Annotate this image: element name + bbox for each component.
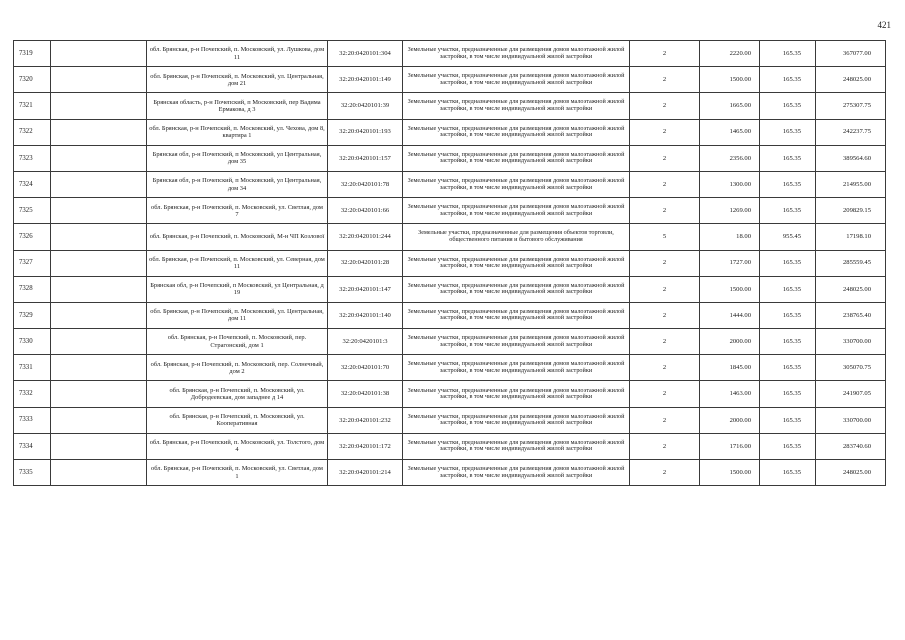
cell-permitted-use: Земельные участки, предназначенные для размещения домов малоэтажной жилой застройки, в том числе индивидуальной жилой застройки <box>403 276 630 302</box>
cell-address: обл. Брянская, р-н Почепский, п. Московский, ул. Кооперативная <box>147 407 328 433</box>
cell-specific-value: 165.35 <box>760 407 816 433</box>
cell-cadastral-value: 17198.10 <box>816 224 886 250</box>
cell-cadastral-value: 238765.40 <box>816 302 886 328</box>
cell-cadastral-value: 305070.75 <box>816 355 886 381</box>
cell-cadastral-value: 248025.00 <box>816 67 886 93</box>
cell-number: 7327 <box>14 250 51 276</box>
table-row <box>14 355 886 381</box>
cell-permitted-use: Земельные участки, предназначенные для размещения домов малоэтажной жилой застройки, в том числе индивидуальной жилой застройки <box>403 250 630 276</box>
table-row <box>14 329 886 355</box>
cell-address: обл. Брянская, р-н Почепский, п. Московский, ул. Чехова, дом 8, квартира 1 <box>147 119 328 145</box>
cell-cadastral-number: 32:20:0420101:149 <box>328 67 403 93</box>
cell-cadastral-value: 214955.00 <box>816 171 886 197</box>
cell-cadastral-number: 32:20:0420101:70 <box>328 355 403 381</box>
cell-specific-value: 165.35 <box>760 171 816 197</box>
cell-number: 7334 <box>14 433 51 459</box>
cell-cadastral-value: 367077.00 <box>816 41 886 67</box>
cell-address: обл. Брянская, р-н Почепский, п. Московский, пер. Солнечный, дом 2 <box>147 355 328 381</box>
cell-blank <box>51 224 147 250</box>
cell-blank <box>51 355 147 381</box>
cell-cadastral-value: 248025.00 <box>816 276 886 302</box>
cell-specific-value: 165.35 <box>760 381 816 407</box>
cell-blank <box>51 302 147 328</box>
cell-group: 2 <box>630 329 700 355</box>
cell-group: 2 <box>630 302 700 328</box>
cell-specific-value: 165.35 <box>760 93 816 119</box>
cell-specific-value: 165.35 <box>760 433 816 459</box>
table-row <box>14 93 886 119</box>
table-body <box>14 41 886 486</box>
table-row <box>14 276 886 302</box>
cell-specific-value: 165.35 <box>760 67 816 93</box>
cell-cadastral-number: 32:20:0420101:193 <box>328 119 403 145</box>
cell-cadastral-value: 330700.00 <box>816 407 886 433</box>
cell-permitted-use: Земельные участки, предназначенные для размещения домов малоэтажной жилой застройки, в том числе индивидуальной жилой застройки <box>403 198 630 224</box>
table-row <box>14 407 886 433</box>
cell-permitted-use: Земельные участки, предназначенные для размещения домов малоэтажной жилой застройки, в том числе индивидуальной жилой застройки <box>403 460 630 486</box>
cell-address: обл. Брянская, р-н Почепский, п. Московский, ул. Лушкова, дом 11 <box>147 41 328 67</box>
cell-cadastral-value: 330700.00 <box>816 329 886 355</box>
cell-permitted-use: Земельные участки, предназначенные для размещения домов малоэтажной жилой застройки, в том числе индивидуальной жилой застройки <box>403 171 630 197</box>
cell-address: обл. Брянская, р-н Почепский, п. Московский, ул. Добродеевская, дом западнее д 14 <box>147 381 328 407</box>
cell-group: 2 <box>630 250 700 276</box>
cell-cadastral-number: 32:20:0420101:172 <box>328 433 403 459</box>
cell-number: 7325 <box>14 198 51 224</box>
cell-blank <box>51 145 147 171</box>
table-row <box>14 433 886 459</box>
cell-specific-value: 165.35 <box>760 145 816 171</box>
cell-cadastral-value: 242237.75 <box>816 119 886 145</box>
cell-permitted-use: Земельные участки, предназначенные для размещения домов малоэтажной жилой застройки, в том числе индивидуальной жилой застройки <box>403 41 630 67</box>
cell-permitted-use: Земельные участки, предназначенные для размещения домов малоэтажной жилой застройки, в том числе индивидуальной жилой застройки <box>403 433 630 459</box>
cell-area: 1300.00 <box>700 171 760 197</box>
cell-address: обл. Брянская, р-н Почепский, п. Московский, ул. Центральная, дом 11 <box>147 302 328 328</box>
cell-blank <box>51 433 147 459</box>
cell-area: 1716.00 <box>700 433 760 459</box>
cell-address: Брянская обл, р-н Почепский, п Московский, ул Центральная, дом 34 <box>147 171 328 197</box>
cell-group: 2 <box>630 198 700 224</box>
cell-area: 1269.00 <box>700 198 760 224</box>
cell-cadastral-value: 275307.75 <box>816 93 886 119</box>
cell-permitted-use: Земельные участки, предназначенные для размещения домов малоэтажной жилой застройки, в том числе индивидуальной жилой застройки <box>403 407 630 433</box>
cell-group: 2 <box>630 171 700 197</box>
cell-group: 5 <box>630 224 700 250</box>
table-row <box>14 381 886 407</box>
cell-permitted-use: Земельные участки, предназначенные для размещения домов малоэтажной жилой застройки, в том числе индивидуальной жилой застройки <box>403 119 630 145</box>
cell-group: 2 <box>630 41 700 67</box>
table-row <box>14 302 886 328</box>
cell-specific-value: 165.35 <box>760 276 816 302</box>
cell-permitted-use: Земельные участки, предназначенные для размещения домов малоэтажной жилой застройки, в том числе индивидуальной жилой застройки <box>403 67 630 93</box>
cell-group: 2 <box>630 119 700 145</box>
cell-number: 7323 <box>14 145 51 171</box>
cell-area: 1727.00 <box>700 250 760 276</box>
cell-group: 2 <box>630 276 700 302</box>
cell-area: 1665.00 <box>700 93 760 119</box>
table-row <box>14 41 886 67</box>
cell-cadastral-number: 32:20:0420101:78 <box>328 171 403 197</box>
cadastral-value-table <box>13 40 886 486</box>
cell-specific-value: 165.35 <box>760 460 816 486</box>
cell-blank <box>51 381 147 407</box>
cell-cadastral-value: 241907.05 <box>816 381 886 407</box>
cell-blank <box>51 250 147 276</box>
cell-cadastral-value: 285559.45 <box>816 250 886 276</box>
cell-address: обл. Брянская, р-н Почепский, п. Московский, ул. Северная, дом 11 <box>147 250 328 276</box>
cell-group: 2 <box>630 381 700 407</box>
cell-area: 1465.00 <box>700 119 760 145</box>
cell-area: 18.00 <box>700 224 760 250</box>
cell-address: Брянская обл, р-н Почепский, п Московский, ул Центральная, д 19 <box>147 276 328 302</box>
cell-group: 2 <box>630 67 700 93</box>
cell-cadastral-value: 209829.15 <box>816 198 886 224</box>
cell-number: 7331 <box>14 355 51 381</box>
cell-specific-value: 165.35 <box>760 302 816 328</box>
cell-address: обл. Брянская, р-н Почепский, п. Московский, ул. Светлая, дом 1 <box>147 460 328 486</box>
cell-cadastral-value: 283740.60 <box>816 433 886 459</box>
cell-specific-value: 165.35 <box>760 119 816 145</box>
table-row <box>14 250 886 276</box>
cell-blank <box>51 119 147 145</box>
cell-permitted-use: Земельные участки, предназначенные для размещения домов малоэтажной жилой застройки, в том числе индивидуальной жилой застройки <box>403 302 630 328</box>
cell-number: 7332 <box>14 381 51 407</box>
cell-cadastral-number: 32:20:0420101:232 <box>328 407 403 433</box>
cell-cadastral-number: 32:20:0420101:304 <box>328 41 403 67</box>
cell-blank <box>51 407 147 433</box>
cell-number: 7335 <box>14 460 51 486</box>
cell-permitted-use: Земельные участки, предназначенные для размещения домов малоэтажной жилой застройки, в том числе индивидуальной жилой застройки <box>403 329 630 355</box>
cell-permitted-use: Земельные участки, предназначенные для размещения домов малоэтажной жилой застройки, в том числе индивидуальной жилой застройки <box>403 93 630 119</box>
cell-blank <box>51 329 147 355</box>
cell-cadastral-number: 32:20:0420101:39 <box>328 93 403 119</box>
table-row <box>14 224 886 250</box>
cell-specific-value: 165.35 <box>760 41 816 67</box>
cell-area: 1463.00 <box>700 381 760 407</box>
cell-area: 1500.00 <box>700 460 760 486</box>
cell-area: 2220.00 <box>700 41 760 67</box>
cell-cadastral-number: 32:20:0420101:3 <box>328 329 403 355</box>
cell-blank <box>51 460 147 486</box>
cell-area: 2000.00 <box>700 407 760 433</box>
cell-number: 7324 <box>14 171 51 197</box>
cell-cadastral-number: 32:20:0420101:214 <box>328 460 403 486</box>
cell-group: 2 <box>630 460 700 486</box>
cell-address: обл. Брянская, р-н Почепский, п. Московский, пер. Страгонский, дом 1 <box>147 329 328 355</box>
cell-cadastral-number: 32:20:0420101:66 <box>328 198 403 224</box>
cell-area: 1845.00 <box>700 355 760 381</box>
cell-number: 7320 <box>14 67 51 93</box>
cell-group: 2 <box>630 407 700 433</box>
cell-blank <box>51 67 147 93</box>
cell-specific-value: 955.45 <box>760 224 816 250</box>
cell-number: 7321 <box>14 93 51 119</box>
cell-address: Брянская область, р-н Почепский, п Московский, пер Вадима Ермакова, д 3 <box>147 93 328 119</box>
page-number: 421 <box>877 20 891 30</box>
cell-cadastral-value: 389564.60 <box>816 145 886 171</box>
table-row <box>14 171 886 197</box>
cell-number: 7333 <box>14 407 51 433</box>
cell-permitted-use: Земельные участки, предназначенные для размещения домов малоэтажной жилой застройки, в том числе индивидуальной жилой застройки <box>403 381 630 407</box>
cell-area: 1500.00 <box>700 276 760 302</box>
cell-number: 7330 <box>14 329 51 355</box>
cell-number: 7329 <box>14 302 51 328</box>
cell-area: 1500.00 <box>700 67 760 93</box>
cell-address: Брянская обл, р-н Почепский, п Московский, ул Центральная, дом 35 <box>147 145 328 171</box>
cell-address: обл. Брянская, р-н Почепский, п. Московский, М-н ЧП Козлової <box>147 224 328 250</box>
table-row <box>14 67 886 93</box>
cell-permitted-use: Земельные участки, предназначенные для размещения домов малоэтажной жилой застройки, в том числе индивидуальной жилой застройки <box>403 355 630 381</box>
cell-specific-value: 165.35 <box>760 250 816 276</box>
cell-cadastral-number: 32:20:0420101:28 <box>328 250 403 276</box>
table-row <box>14 460 886 486</box>
cell-group: 2 <box>630 145 700 171</box>
cell-blank <box>51 171 147 197</box>
cell-area: 2356.00 <box>700 145 760 171</box>
cell-area: 2000.00 <box>700 329 760 355</box>
cell-group: 2 <box>630 355 700 381</box>
cell-cadastral-number: 32:20:0420101:147 <box>328 276 403 302</box>
cell-number: 7328 <box>14 276 51 302</box>
cell-specific-value: 165.35 <box>760 355 816 381</box>
cell-cadastral-number: 32:20:0420101:244 <box>328 224 403 250</box>
cell-cadastral-number: 32:20:0420101:140 <box>328 302 403 328</box>
cell-specific-value: 165.35 <box>760 329 816 355</box>
cell-blank <box>51 198 147 224</box>
cell-cadastral-value: 248025.00 <box>816 460 886 486</box>
cell-cadastral-number: 32:20:0420101:157 <box>328 145 403 171</box>
cell-blank <box>51 41 147 67</box>
cell-group: 2 <box>630 433 700 459</box>
cell-specific-value: 165.35 <box>760 198 816 224</box>
cell-permitted-use: Земельные участки, предназначенные для размещения объектов торговли, общественного питания и бытового обслуживания <box>403 224 630 250</box>
cell-blank <box>51 93 147 119</box>
cell-permitted-use: Земельные участки, предназначенные для размещения домов малоэтажной жилой застройки, в том числе индивидуальной жилой застройки <box>403 145 630 171</box>
cell-address: обл. Брянская, р-н Почепский, п. Московский, ул. Светлая, дом 7 <box>147 198 328 224</box>
cell-number: 7326 <box>14 224 51 250</box>
cell-cadastral-number: 32:20:0420101:38 <box>328 381 403 407</box>
table-row <box>14 145 886 171</box>
cell-number: 7322 <box>14 119 51 145</box>
cell-blank <box>51 276 147 302</box>
cell-group: 2 <box>630 93 700 119</box>
table-row <box>14 119 886 145</box>
cell-number: 7319 <box>14 41 51 67</box>
table-row <box>14 198 886 224</box>
cell-address: обл. Брянская, р-н Почепский, п. Московский, ул. Толстого, дом 4 <box>147 433 328 459</box>
cell-area: 1444.00 <box>700 302 760 328</box>
cell-address: обл. Брянская, р-н Почепский, п. Московский, ул. Центральная, дом 21 <box>147 67 328 93</box>
